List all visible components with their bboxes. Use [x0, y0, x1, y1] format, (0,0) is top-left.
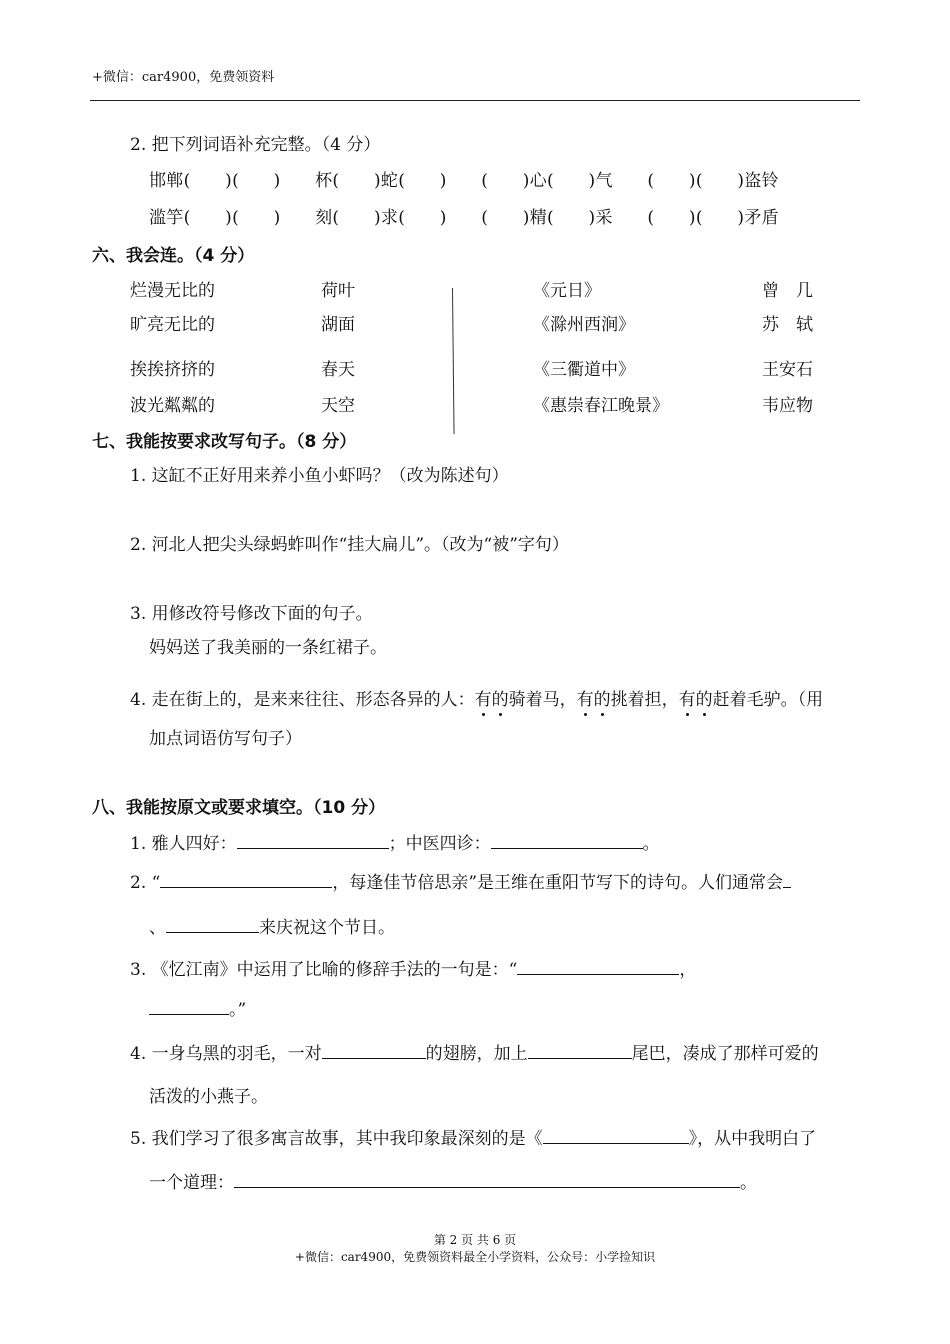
match-left-b-3: 春天 [321, 360, 355, 380]
s7-q4-mid1: 骑着马， [508, 690, 577, 710]
dotted-word-de: 的 [492, 685, 509, 710]
s8-q4-blank-1[interactable] [322, 1042, 426, 1059]
match-right-b-3: 王安石 [762, 360, 813, 380]
section-6-title: 六、我会连。（4 分） [92, 246, 255, 266]
page-number: 第 2 页 共 6 页 [433, 1233, 517, 1247]
s8-q2-text-a: 2. “ [130, 873, 161, 893]
s8-q5-blank-2[interactable] [234, 1171, 740, 1188]
s8-q4-blank-2[interactable] [528, 1042, 632, 1059]
match-left-b-1: 荷叶 [321, 281, 355, 301]
s8-q1-text-a: 1. 雅人四好： [130, 834, 237, 854]
match-right-a-4: 《惠崇春江晚景》 [533, 396, 669, 416]
s7-q4-pre: 4. 走在街上的，是来来往往、形态各异的人： [130, 690, 475, 710]
s8-q2-blank-2[interactable] [783, 871, 791, 888]
footer-note: +微信：car4900，免费领资料最全小学资料，公众号：小学捡知识 [294, 1250, 656, 1264]
s8-q2-blank-1[interactable] [160, 871, 332, 888]
dotted-word-de: 的 [594, 685, 611, 710]
s8-q4-text-c: 尾巴，凑成了那样可爱的 [631, 1044, 819, 1064]
match-left-a-2: 旷亮无比的 [130, 315, 215, 335]
s7-q4-mid2: 挑着担， [610, 690, 679, 710]
s8-q2-text-d: 来庆祝这个节日。 [259, 918, 395, 938]
s7-q2: 2. 河北人把尖头绿蚂蚱叫作“挂大扁儿”。（改为“被”字句） [130, 535, 569, 555]
section-8-title: 八、我能按原文或要求填空。（10 分） [92, 798, 386, 818]
s8-q1-text-c: 。 [642, 834, 660, 854]
s7-q4-mid3: 赶着毛驴。（用 [712, 690, 824, 710]
match-right-b-1: 曾 几 [762, 281, 813, 301]
s8-q5-blank-1[interactable] [543, 1127, 689, 1144]
dotted-word-de: 的 [696, 685, 713, 710]
section-7-title: 七、我能按要求改写句子。（8 分） [92, 432, 357, 452]
s8-q3-line1 [130, 955, 696, 980]
match-left-b-2: 湖面 [321, 315, 355, 335]
s8-q3-text-b: ， [679, 960, 697, 980]
q2-row1: 邯郸( )( ) 杯( )蛇( ) ( )心( )气 ( )( )盗铃 [149, 171, 779, 191]
s8-q2-text-c: 、 [149, 918, 166, 938]
s8-q1-text-b: ；中医四诊： [388, 834, 491, 854]
s8-q4-line1 [130, 1039, 819, 1064]
s8-q3-text-c: 。” [229, 1000, 247, 1020]
s8-q1-blank-1[interactable] [237, 832, 389, 849]
s8-q5-text-c: 一个道理： [149, 1173, 234, 1193]
s7-q1: 1. 这缸不正好用来养小鱼小虾吗？（改为陈述句） [130, 466, 509, 486]
match-right-a-1: 《元日》 [533, 281, 601, 301]
match-left-a-4: 波光粼粼的 [130, 396, 215, 416]
s8-q3-blank-2[interactable] [149, 998, 229, 1015]
s7-q4-line1 [130, 685, 823, 710]
s8-q1 [130, 829, 660, 854]
match-left-a-1: 烂漫无比的 [130, 281, 215, 301]
s8-q2-line2 [149, 913, 395, 938]
s8-q4-line2: 活泼的小燕子。 [149, 1087, 268, 1107]
match-left-a-3: 挨挨挤挤的 [130, 360, 215, 380]
match-divider [452, 288, 455, 434]
s8-q3-text-a: 3. 《忆江南》中运用了比喻的修辞手法的一句是：“ [130, 960, 518, 980]
s8-q2-line1 [130, 868, 791, 893]
match-left-b-4: 天空 [321, 396, 355, 416]
q2-title: 2. 把下列词语补充完整。（4 分） [130, 135, 381, 155]
dotted-word-you: 有 [577, 685, 594, 710]
match-right-a-2: 《滁州西涧》 [533, 315, 635, 335]
s8-q5-text-b: 》，从中我明白了 [688, 1129, 817, 1149]
s8-q2-text-b: ，每逢佳节倍思亲”是王维在重阳节写下的诗句。人们通常会 [332, 873, 784, 893]
dotted-word-you: 有 [475, 685, 492, 710]
s8-q4-text-a: 4. 一身乌黑的羽毛，一对 [130, 1044, 322, 1064]
dotted-word-you: 有 [679, 685, 696, 710]
header-note: +微信：car4900，免费领资料 [92, 70, 275, 85]
match-right-a-3: 《三衢道中》 [533, 360, 635, 380]
match-right-b-2: 苏 轼 [762, 315, 813, 335]
s8-q4-text-b: 的翅膀，加上 [425, 1044, 528, 1064]
s7-q3: 3. 用修改符号修改下面的句子。 [130, 604, 373, 624]
s8-q5-text-a: 5. 我们学习了很多寓言故事，其中我印象最深刻的是《 [130, 1129, 543, 1149]
s8-q2-blank-3[interactable] [166, 916, 259, 933]
s7-q4-line2: 加点词语仿写句子） [149, 729, 302, 749]
s8-q5-line2 [149, 1168, 757, 1193]
s8-q3-blank-1[interactable] [517, 958, 679, 975]
header-divider [90, 100, 860, 101]
s7-q3-sentence: 妈妈送了我美丽的一条红裙子。 [149, 638, 387, 658]
s8-q5-text-d: 。 [740, 1173, 757, 1193]
q2-row2: 滥竽( )( ) 刻( )求( ) ( )精( )采 ( )( )矛盾 [149, 208, 779, 228]
s8-q1-blank-2[interactable] [491, 832, 643, 849]
s8-q5-line1 [130, 1124, 816, 1149]
match-right-b-4: 韦应物 [762, 396, 813, 416]
s8-q3-line2 [149, 995, 246, 1020]
